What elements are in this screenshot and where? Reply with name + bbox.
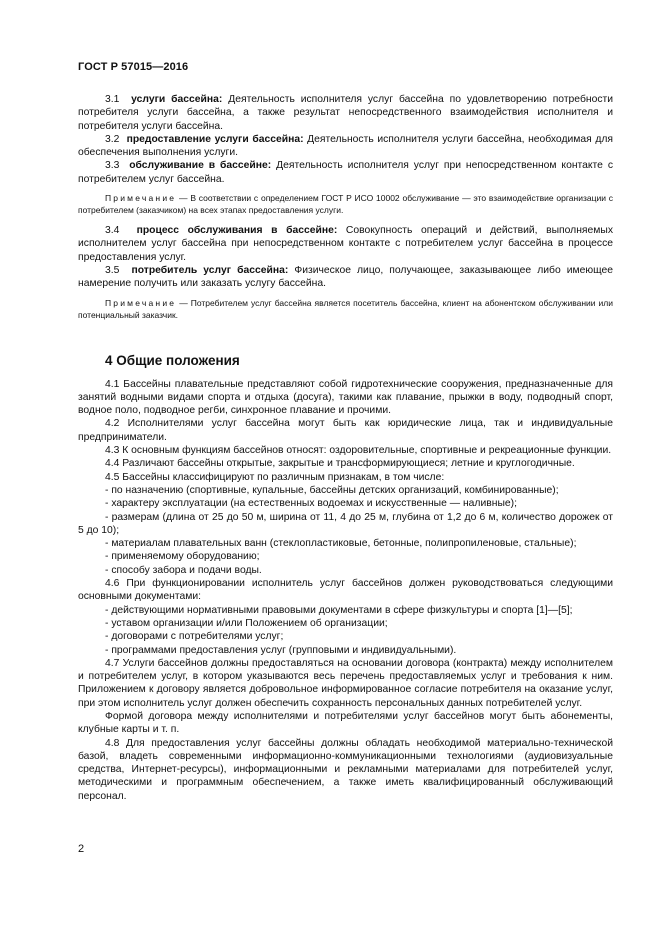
definition-3-3: 3.3 обслуживание в бассейне: Деятельность исполнителя услуг при непосредственном контакте с потребителем услуг бассейна. — [78, 160, 614, 185]
note-2: Примечание — Потребителем услуг бассейна является посетитель бассейна, клиент на абонентском обслуживании или потенциальный заказчик. — [78, 297, 613, 320]
page-content — [78, 93, 613, 803]
list-item: - уставом организации и/или Положением об организации; — [105, 617, 388, 629]
definition-3-1: 3.1 услуги бассейна: Деятельность исполнителя услуг бассейна по удовлетворению потребности потребителя услуги бассейна, а также результат непосредственного взаимодействия исполнителя и потребителя услуги бассейна. — [78, 94, 614, 132]
list-item: - размерам (длина от 25 до 50 м, ширина от 11, 4 до 25 м, глубина от 1,2 до 6 м, количество дорожек от 5 до 10); — [78, 511, 613, 536]
note-1: Примечание — В соответствии с определением ГОСТ Р ИСО 10002 обслуживание — это взаимодействие организации с потребителем (заказчиком) на всех этапах предоставления услуги. — [78, 193, 613, 216]
paragraph-4-3: 4.3 К основным функциям бассейнов относят: оздоровительные, спортивные и рекреационные функции. — [105, 445, 612, 457]
list-item: - действующими нормативными правовыми документами в сфере физкультуры и спорта [1]—[5]; — [105, 604, 573, 616]
definition-3-5: 3.5 потребитель услуг бассейна: Физическое лицо, получающее, заказывающее либо имеющее намерение получить или заказать услугу бассейна. — [78, 264, 614, 290]
term: услуги бассейна: — [131, 94, 223, 105]
document-header: ГОСТ Р 57015—2016 — [78, 61, 189, 73]
paragraph-4-6: 4.6 При функционировании исполнитель услуг бассейнов должен руководствоваться следующими основными документами: — [78, 578, 613, 603]
paragraph-4-5: 4.5 Бассейны классифицируют по различным признакам, в том числе: — [105, 471, 445, 483]
list-item: - способу забора и подачи воды. — [105, 564, 262, 576]
paragraph-4-7: 4.7 Услуги бассейнов должны предоставляться на основании договора (контракта) между исполнителем и потребителем услуг, в котором указываются весь перечень предоставляемых услуг и требования к ним. Приложением к договору является добровольное информированное согласие потребителя на оказание услуг, при этом исполнитель услуг должен обеспечить сохранность персональных данных потребителей услуг. — [78, 657, 613, 709]
list-item: - материалам плавательных ванн (стеклопластиковые, бетонные, полипропиленовые, стальные); — [105, 538, 577, 550]
list-item: - договорами с потребителями услуг; — [105, 631, 284, 643]
term: процесс обслуживания в бассейне: — [136, 225, 338, 237]
paragraph-4-1: 4.1 Бассейны плавательные представляют собой гидротехнические сооружения, предназначенные для занятий водными видами спорта и отдыха (досуга), такими как плавание, прыжки в воду, подводный спорт, водное поло, подводное регби, синхронное плавание и прочими. — [78, 378, 613, 417]
list-item: - применяемому оборудованию; — [105, 551, 260, 563]
paragraph-4-4: 4.4 Различают бассейны открытые, закрытые и трансформирующиеся; летние и круглогодичные. — [105, 458, 575, 470]
definition-3-4: 3.4 процесс обслуживания в бассейне: Совокупность операций и действий, выполняемых исполнителем услуг бассейна при непосредственном контакте с потребителем услуг бассейна в процессе предоставления услуг. — [78, 225, 613, 263]
term: предоставление услуги бассейна: — [126, 133, 304, 145]
paragraph-4-7-contract-form: Формой договора между исполнителями и потребителями услуг бассейнов могут быть абонементы, клубные карты и т. п. — [78, 710, 613, 736]
list-item: - характеру эксплуатации (на естественных водоемах и искусственные — наливные); — [105, 498, 517, 510]
page-number: 2 — [78, 843, 85, 855]
term: обслуживание в бассейне: — [129, 160, 272, 172]
paragraph-4-2: 4.2 Исполнителями услуг бассейна могут быть как юридические лица, так и индивидуальные предприниматели. — [78, 418, 613, 443]
term: потребитель услуг бассейна: — [131, 264, 289, 276]
list-item: - программами предоставления услуг (групповыми и индивидуальными). — [105, 644, 457, 656]
definition-3-2: 3.2 предоставление услуги бассейна: Деятельность исполнителя услуги бассейна, необходимая для обеспечения выполнения услуги. — [78, 133, 614, 159]
section-4-title: 4 Общие положения — [105, 352, 240, 368]
list-item: - по назначению (спортивные, купальные, бассейны детских организаций, комбинированные); — [105, 484, 559, 496]
paragraph-4-8: 4.8 Для предоставления услуг бассейны должны обладать необходимой материально-технической базой, владеть современными информационно-коммуникационными технологиями (аудиовизуальные средства, Интернет-ресурсы), информационными и рекламными материалами для потребителей услуг, методическими и программным обеспечением, а также иметь квалифицированный обслуживающий персонал. — [78, 737, 613, 802]
